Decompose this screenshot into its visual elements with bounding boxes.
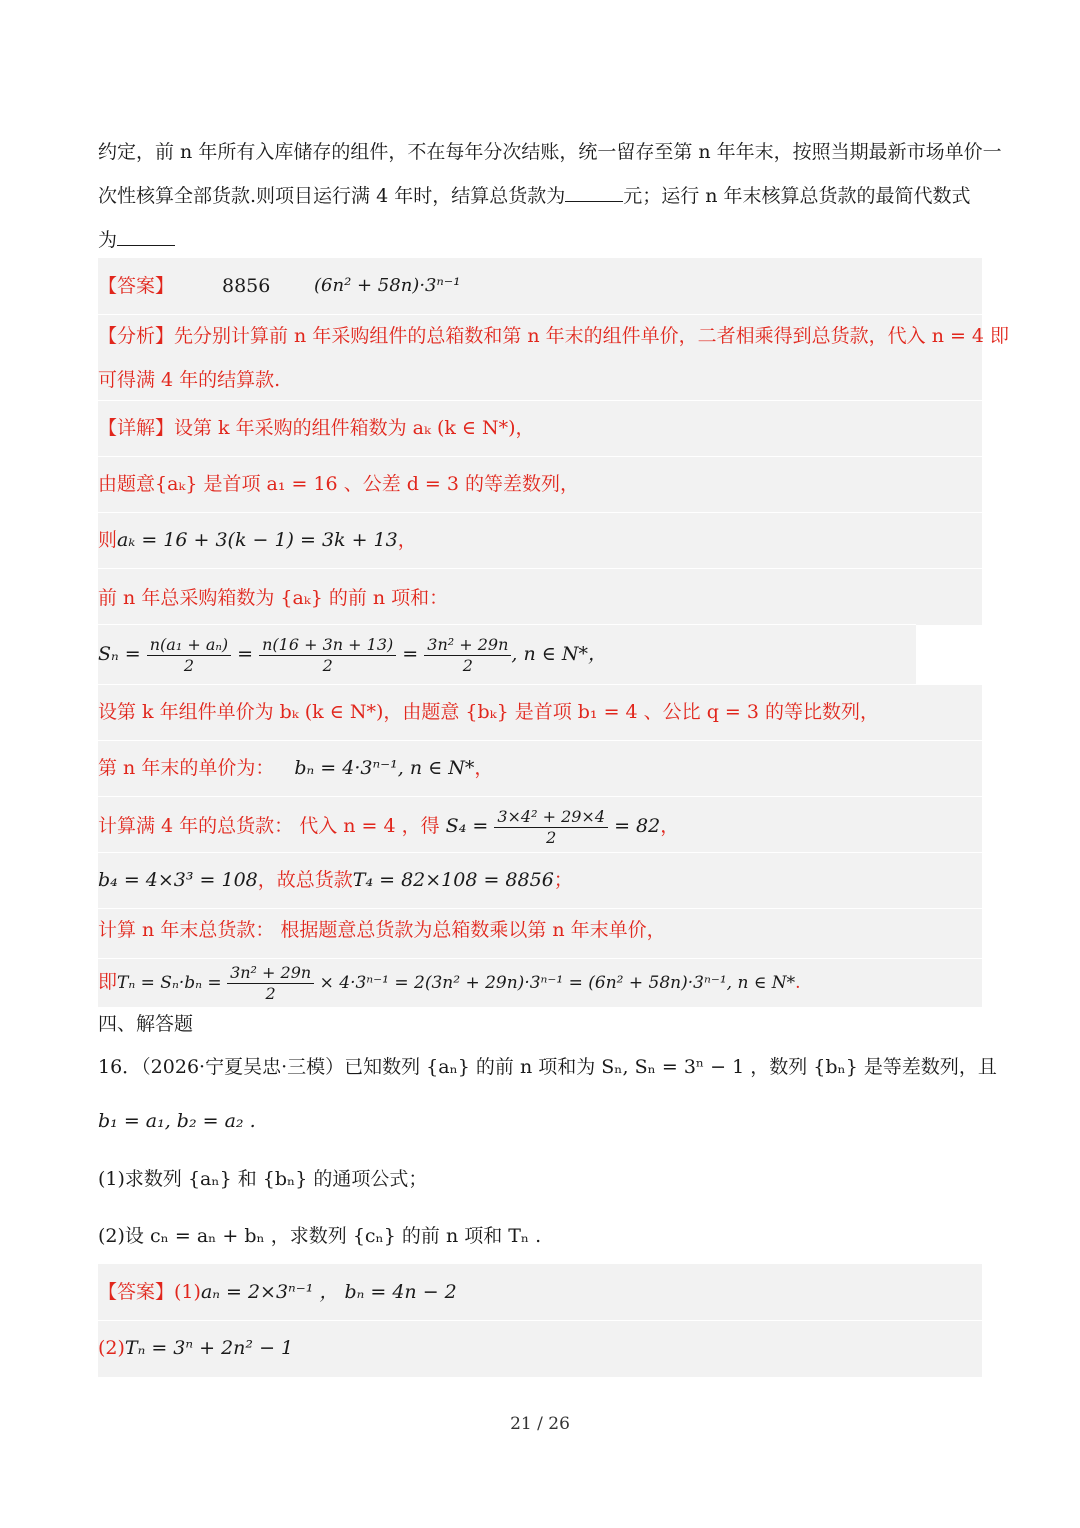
answer-blank-2 — [117, 227, 175, 246]
answer-value-1: 8856 — [222, 275, 271, 297]
page-number: 21 / 26 — [510, 1414, 570, 1434]
fraction-2 — [259, 635, 396, 676]
answer16-p1-label: (1) — [174, 1281, 201, 1303]
detail-text-8b: ， — [660, 815, 680, 837]
answer16-line-1 — [98, 1278, 457, 1306]
fraction-2-num: n(16 + 3n + 13) — [259, 635, 396, 656]
q16-line-1: 16．（2026·宁夏吴忠·三模）已知数列 {aₙ} 的前 n 项和为 Sₙ, Sₙ = 3ⁿ − 1 ，数列 {bₙ} 是等差数列，且 — [98, 1056, 997, 1078]
problem-text-line-2b: 元；运行 n 年末核算总货款的最简代数式 — [623, 185, 971, 207]
fraction-4-den: 2 — [546, 827, 557, 847]
fraction-1 — [147, 635, 231, 676]
answer16-p2-formula: Tₙ = 3ⁿ + 2n² − 1 — [124, 1337, 294, 1359]
analysis-line-1 — [98, 322, 1009, 350]
problem-text-line-2 — [98, 182, 971, 210]
fraction-5-num: 3n² + 29n — [227, 963, 314, 984]
detail-text-7b: ， — [474, 757, 494, 779]
fraction-5-den: 2 — [265, 984, 276, 1003]
answer16-line-2 — [98, 1334, 293, 1362]
detail-text-2a: 由题意 — [98, 473, 156, 495]
fraction-2-den: 2 — [322, 655, 333, 675]
detail-formula-3: aₖ = 16 + 3(k − 1) = 3k + 13 — [117, 529, 398, 551]
analysis-label: 【分析】 — [98, 325, 175, 347]
detail-label: 【详解】 — [98, 417, 175, 439]
analysis-text-1: 先分别计算前 n 年采购组件的总箱数和第 n 年末的组件单价，二者相乘得到总货款，代入 n = 4 即 — [174, 325, 1010, 347]
problem-text-line-3 — [98, 226, 175, 254]
detail-line-4: 前 n 年总采购箱数为 {aₖ} 的前 n 项和： — [98, 587, 449, 609]
detail-line-8 — [98, 800, 679, 852]
problem-text-line-1: 约定，前 n 年所有入库储存的组件，不在每年分次结账，统一留存至第 n 年年末，按照当期最新市场单价一 — [98, 141, 1002, 163]
detail-line-7 — [98, 754, 493, 782]
detail-formula-11-rhs: × 4·3ⁿ⁻¹ = 2(3n² + 29n)·3ⁿ⁻¹ = (6n² + 58n)·3ⁿ⁻¹, n ∈ N* — [319, 973, 796, 993]
detail-text-7a: 第 n 年末的单价为： — [98, 757, 275, 779]
detail-line-3 — [98, 526, 417, 554]
detail-text-11a: 即 — [98, 971, 118, 993]
answer16-label: 【答案】 — [98, 1281, 175, 1303]
fraction-3 — [424, 635, 511, 676]
detail-formula-8-rhs: = 82 — [614, 815, 661, 837]
detail-text-8a: 计算满 4 年的总货款： 代入 n = 4 ，得 — [98, 815, 440, 837]
detail-text-3b: ， — [397, 529, 417, 551]
detail-line-10: 计算 n 年末总货款： 根据题意总货款为总箱数乘以第 n 年末单价， — [98, 919, 666, 941]
answer-row — [98, 272, 174, 300]
detail-line-6: 设第 k 年组件单价为 bₖ (k ∈ N*)，由题意 {bₖ} 是首项 b₁ = 4 、公比 q = 3 的等比数列， — [98, 701, 879, 723]
section-title: 四、解答题 — [98, 1013, 194, 1035]
fraction-3-den: 2 — [462, 655, 473, 675]
answer-blank-1 — [565, 183, 623, 202]
detail-formula-8-lhs: S₄ = — [445, 815, 489, 837]
detail-text-2b: {aₖ} 是首项 a₁ = 16 、公差 d = 3 的等差数列， — [155, 473, 580, 495]
answer-value-2: (6n² + 58n)·3ⁿ⁻¹ — [314, 275, 461, 296]
fraction-1-num: n(a₁ + aₙ) — [147, 635, 231, 656]
q16-part-1: (1)求数列 {aₙ} 和 {bₙ} 的通项公式； — [98, 1168, 428, 1190]
detail-formula-5-eq1: = — [237, 643, 254, 665]
detail-line-11 — [98, 956, 801, 1009]
answer16-p1-formula: aₙ = 2×3ⁿ⁻¹ ， bₙ = 4n − 2 — [200, 1281, 457, 1303]
detail-line-5 — [98, 628, 607, 680]
detail-formula-5-tail: , n ∈ N*， — [511, 643, 607, 665]
problem-text-line-3a: 为 — [98, 229, 118, 251]
detail-formula-9a: b₄ = 4×3³ = 108 — [98, 869, 258, 891]
answer16-p2-label: (2) — [98, 1337, 125, 1359]
detail-text-1: 设第 k 年采购的组件箱数为 aₖ (k ∈ N*)， — [174, 417, 535, 439]
problem-text-line-2a: 次性核算全部货款.则项目运行满 4 年时，结算总货款为 — [98, 185, 566, 207]
detail-line-2 — [98, 470, 579, 498]
q16-part-2: (2)设 cₙ = aₙ + bₙ ，求数列 {cₙ} 的前 n 项和 Tₙ . — [98, 1225, 542, 1247]
detail-text-9a: ，故总货款 — [257, 869, 353, 891]
detail-formula-7: bₙ = 4·3ⁿ⁻¹, n ∈ N* — [294, 757, 475, 779]
fraction-1-den: 2 — [183, 655, 194, 675]
detail-line-9 — [98, 866, 573, 894]
fraction-5 — [227, 963, 314, 1004]
detail-text-9b: ； — [553, 869, 573, 891]
detail-formula-5-eq2: = — [402, 643, 419, 665]
fraction-3-num: 3n² + 29n — [424, 635, 511, 656]
detail-formula-9b: T₄ = 82×108 = 8856 — [352, 869, 554, 891]
detail-formula-5-lhs: Sₙ = — [98, 643, 141, 665]
detail-text-11b: . — [795, 973, 801, 993]
fraction-4 — [494, 807, 608, 848]
detail-text-3a: 则 — [98, 529, 118, 551]
fraction-4-num: 3×4² + 29×4 — [494, 807, 608, 828]
answer-label: 【答案】 — [98, 275, 175, 297]
q16-line-2: b₁ = a₁, b₂ = a₂ . — [98, 1110, 256, 1132]
detail-formula-11-lhs: Tₙ = Sₙ·bₙ = — [117, 973, 222, 993]
analysis-line-2: 可得满 4 年的结算款. — [98, 369, 281, 391]
detail-line-1 — [98, 414, 535, 442]
